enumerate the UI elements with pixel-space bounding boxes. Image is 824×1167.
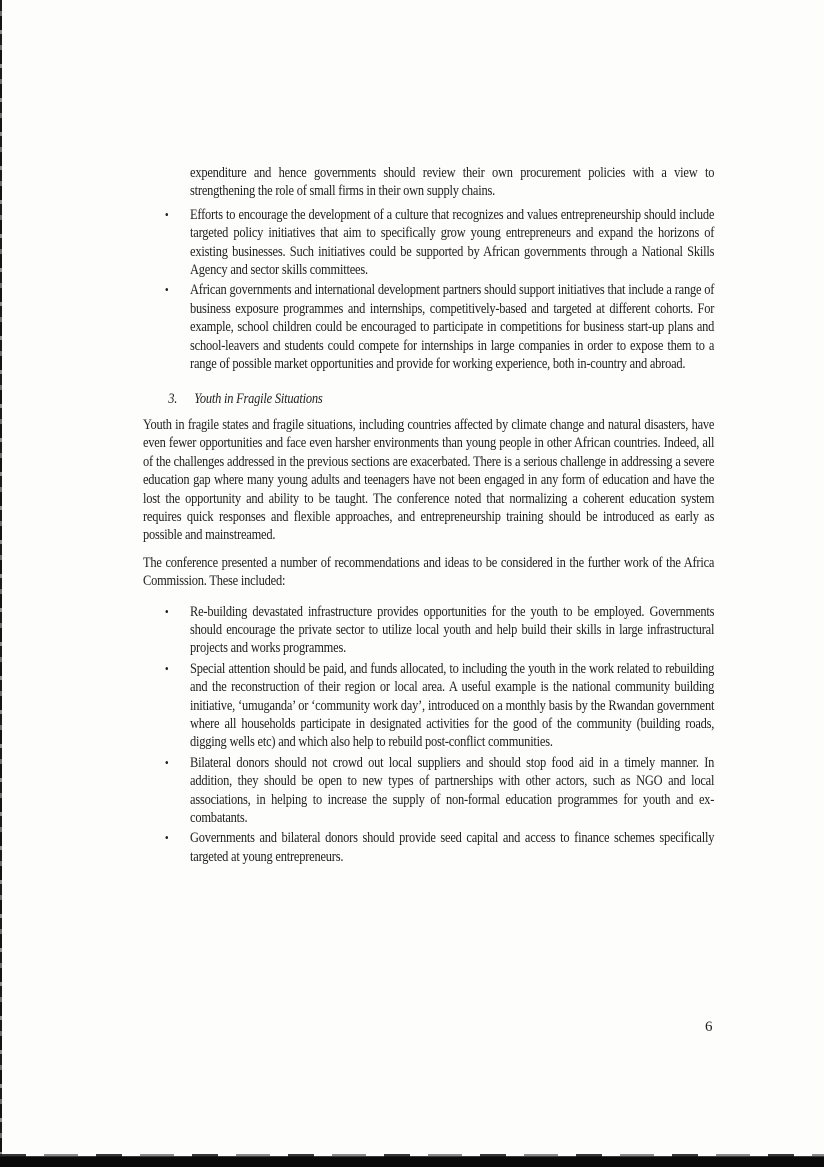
section-heading — [143, 390, 714, 408]
scan-edge-artifact-left — [0, 0, 2, 1167]
list-item — [143, 660, 714, 752]
list-item-text: Re-building devastated infrastructure provides opportunities for the youth to be employed. Governments should encourage the private sector to utilize local youth and help build their skills in large infrastructural projects and works programmes. — [190, 603, 715, 657]
section-title: Youth in Fragile Situations — [194, 391, 323, 408]
bullet-icon: • — [164, 603, 169, 619]
list-item-text: Efforts to encourage the development of a culture that recognizes and values entrepreneurship should include targeted policy initiatives that aim to specifically grow young entrepreneurs and expand the horizons of existing businesses. Such initiatives could be supported by African governments through a National Skills Agency and sector skills committees. — [190, 206, 715, 279]
list-item — [143, 829, 714, 866]
section-number: 3. — [168, 391, 178, 408]
paragraph-fragile-situations: Youth in fragile states and fragile situations, including countries affected by climate change and natural disasters, have even fewer opportunities and face even harsher environments than young people in other African countries. Indeed, all of the challenges addressed in the previous sections are exacerbated. There is a serious challenge in addressing a severe education gap where many young adults and teenagers have not been engaged in any form of education and have the lost the opportunity and ability to be taught. The conference noted that normalizing a coherent education system requires quick responses and flexible approaches, and entrepreneurship training should be introduced as early as possible and mainstreamed. — [143, 416, 715, 544]
bullet-list-bottom — [143, 603, 714, 867]
list-item-text: Special attention should be paid, and funds allocated, to including the youth in the work related to rebuilding and the reconstruction of their region or local area. A useful example is the national community building initiative, ‘umuganda’ or ‘community work day’, introduced on a monthly basis by the Rwandan government where all households participate in designated activities for the good of the community (building roads, digging wells etc) and which also help to rebuild post-conflict communities. — [190, 660, 715, 751]
list-item — [143, 206, 714, 280]
list-item-text: Bilateral donors should not crowd out local suppliers and should stop food aid in a timely manner. In addition, they should be open to new types of partnerships with other actors, such as NGO and local associations, in helping to increase the supply of non-formal education programmes for youth and ex-combatants. — [190, 754, 715, 826]
bullet-list-top — [143, 206, 714, 374]
list-item-text: Governments and bilateral donors should provide seed capital and access to finance schemes specifically targeted at young entrepreneurs. — [190, 830, 715, 865]
paragraph-conference-recommendations: The conference presented a number of recommendations and ideas to be considered in the further work of the Africa Commission. These included: — [143, 554, 715, 590]
list-item — [143, 754, 714, 828]
bullet-icon: • — [164, 206, 169, 222]
list-item — [143, 603, 714, 658]
paragraph-continuation: expenditure and hence governments should review their own procurement policies with a view to strengthening the role of small firms in their own supply chains. — [190, 165, 715, 200]
document-text-block — [143, 164, 714, 866]
bullet-icon: • — [164, 830, 169, 846]
list-item-text: African governments and international development partners should support initiatives that include a range of business exposure programmes and internships, competitively-based and targeted at different cohorts. For example, school children could be encouraged to participate in competitions for business start-up plans and school-leavers and students could compete for internships in large companies in order to expose them to a range of possible market opportunities and provide for working experience, both in-country and abroad. — [190, 282, 715, 373]
page-number: 6 — [705, 1019, 713, 1035]
bullet-icon: • — [164, 754, 169, 770]
bullet-icon: • — [164, 660, 169, 676]
scan-edge-artifact-bottom — [0, 1156, 824, 1167]
list-item — [143, 281, 714, 373]
bullet-icon: • — [164, 282, 169, 298]
